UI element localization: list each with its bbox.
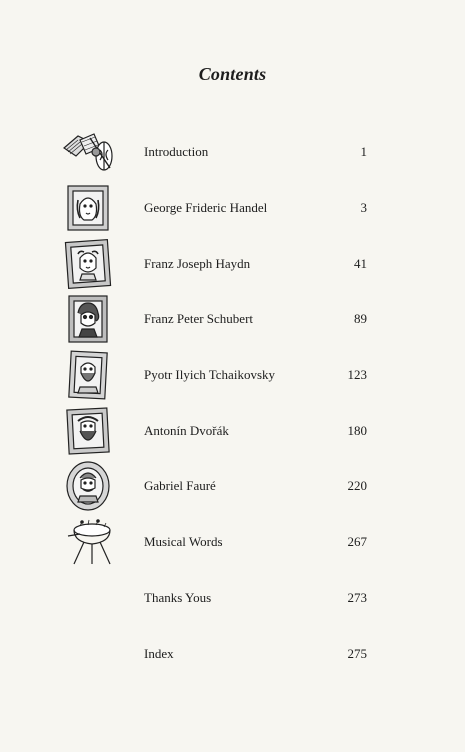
toc-entry-musical-words[interactable] [0,514,465,570]
toc-entry-page-number: 1 [360,144,367,159]
toc-entry-label: Index [144,646,174,661]
faure-portrait-icon [60,460,116,512]
toc-entry-schubert[interactable] [0,291,465,347]
toc-entry-page-number: 267 [347,534,367,549]
toc-entry-haydn[interactable] [0,236,465,292]
handel-portrait-icon [60,182,116,234]
toc-entry-label: Gabriel Fauré [144,478,216,493]
toc-entry-thanks-yous[interactable] [0,570,465,626]
toc-entry-handel[interactable] [0,180,465,236]
toc-entry-page-number: 220 [347,478,367,493]
dvorak-portrait-icon [60,405,116,457]
toc-entry-index[interactable] [0,626,465,682]
toc-entry-label: Antonín Dvořák [144,423,229,438]
toc-entry-page-number: 273 [347,590,367,605]
toc-entry-introduction[interactable] [0,124,465,180]
toc-entry-faure[interactable] [0,458,465,514]
violin-sheet-music-icon [60,126,116,178]
toc-entry-dvorak[interactable] [0,403,465,459]
toc-entry-label: Franz Joseph Haydn [144,256,251,271]
toc-entry-page-number: 41 [354,256,367,271]
toc-entry-label: Thanks Yous [144,590,212,605]
schubert-portrait-icon [60,293,116,345]
toc-entry-page-number: 3 [360,200,367,215]
toc-entry-page-number: 275 [347,646,367,661]
toc-entry-page-number: 123 [347,367,367,382]
toc-entry-page-number: 180 [347,423,367,438]
toc-entry-label: Franz Peter Schubert [144,311,254,326]
toc-entry-label: Pyotr Ilyich Tchaikovsky [144,367,276,382]
haydn-portrait-icon [60,238,116,290]
toc-entry-label: George Frideric Handel [144,200,268,215]
toc-entry-tchaikovsky[interactable] [0,347,465,403]
toc-entry-page-number: 89 [354,311,367,326]
toc-entry-label: Introduction [144,144,209,159]
toc-entry-label: Musical Words [144,534,223,549]
drum-icon [60,516,116,568]
tchaikovsky-portrait-icon [60,349,116,401]
page-title: Contents [198,64,267,84]
